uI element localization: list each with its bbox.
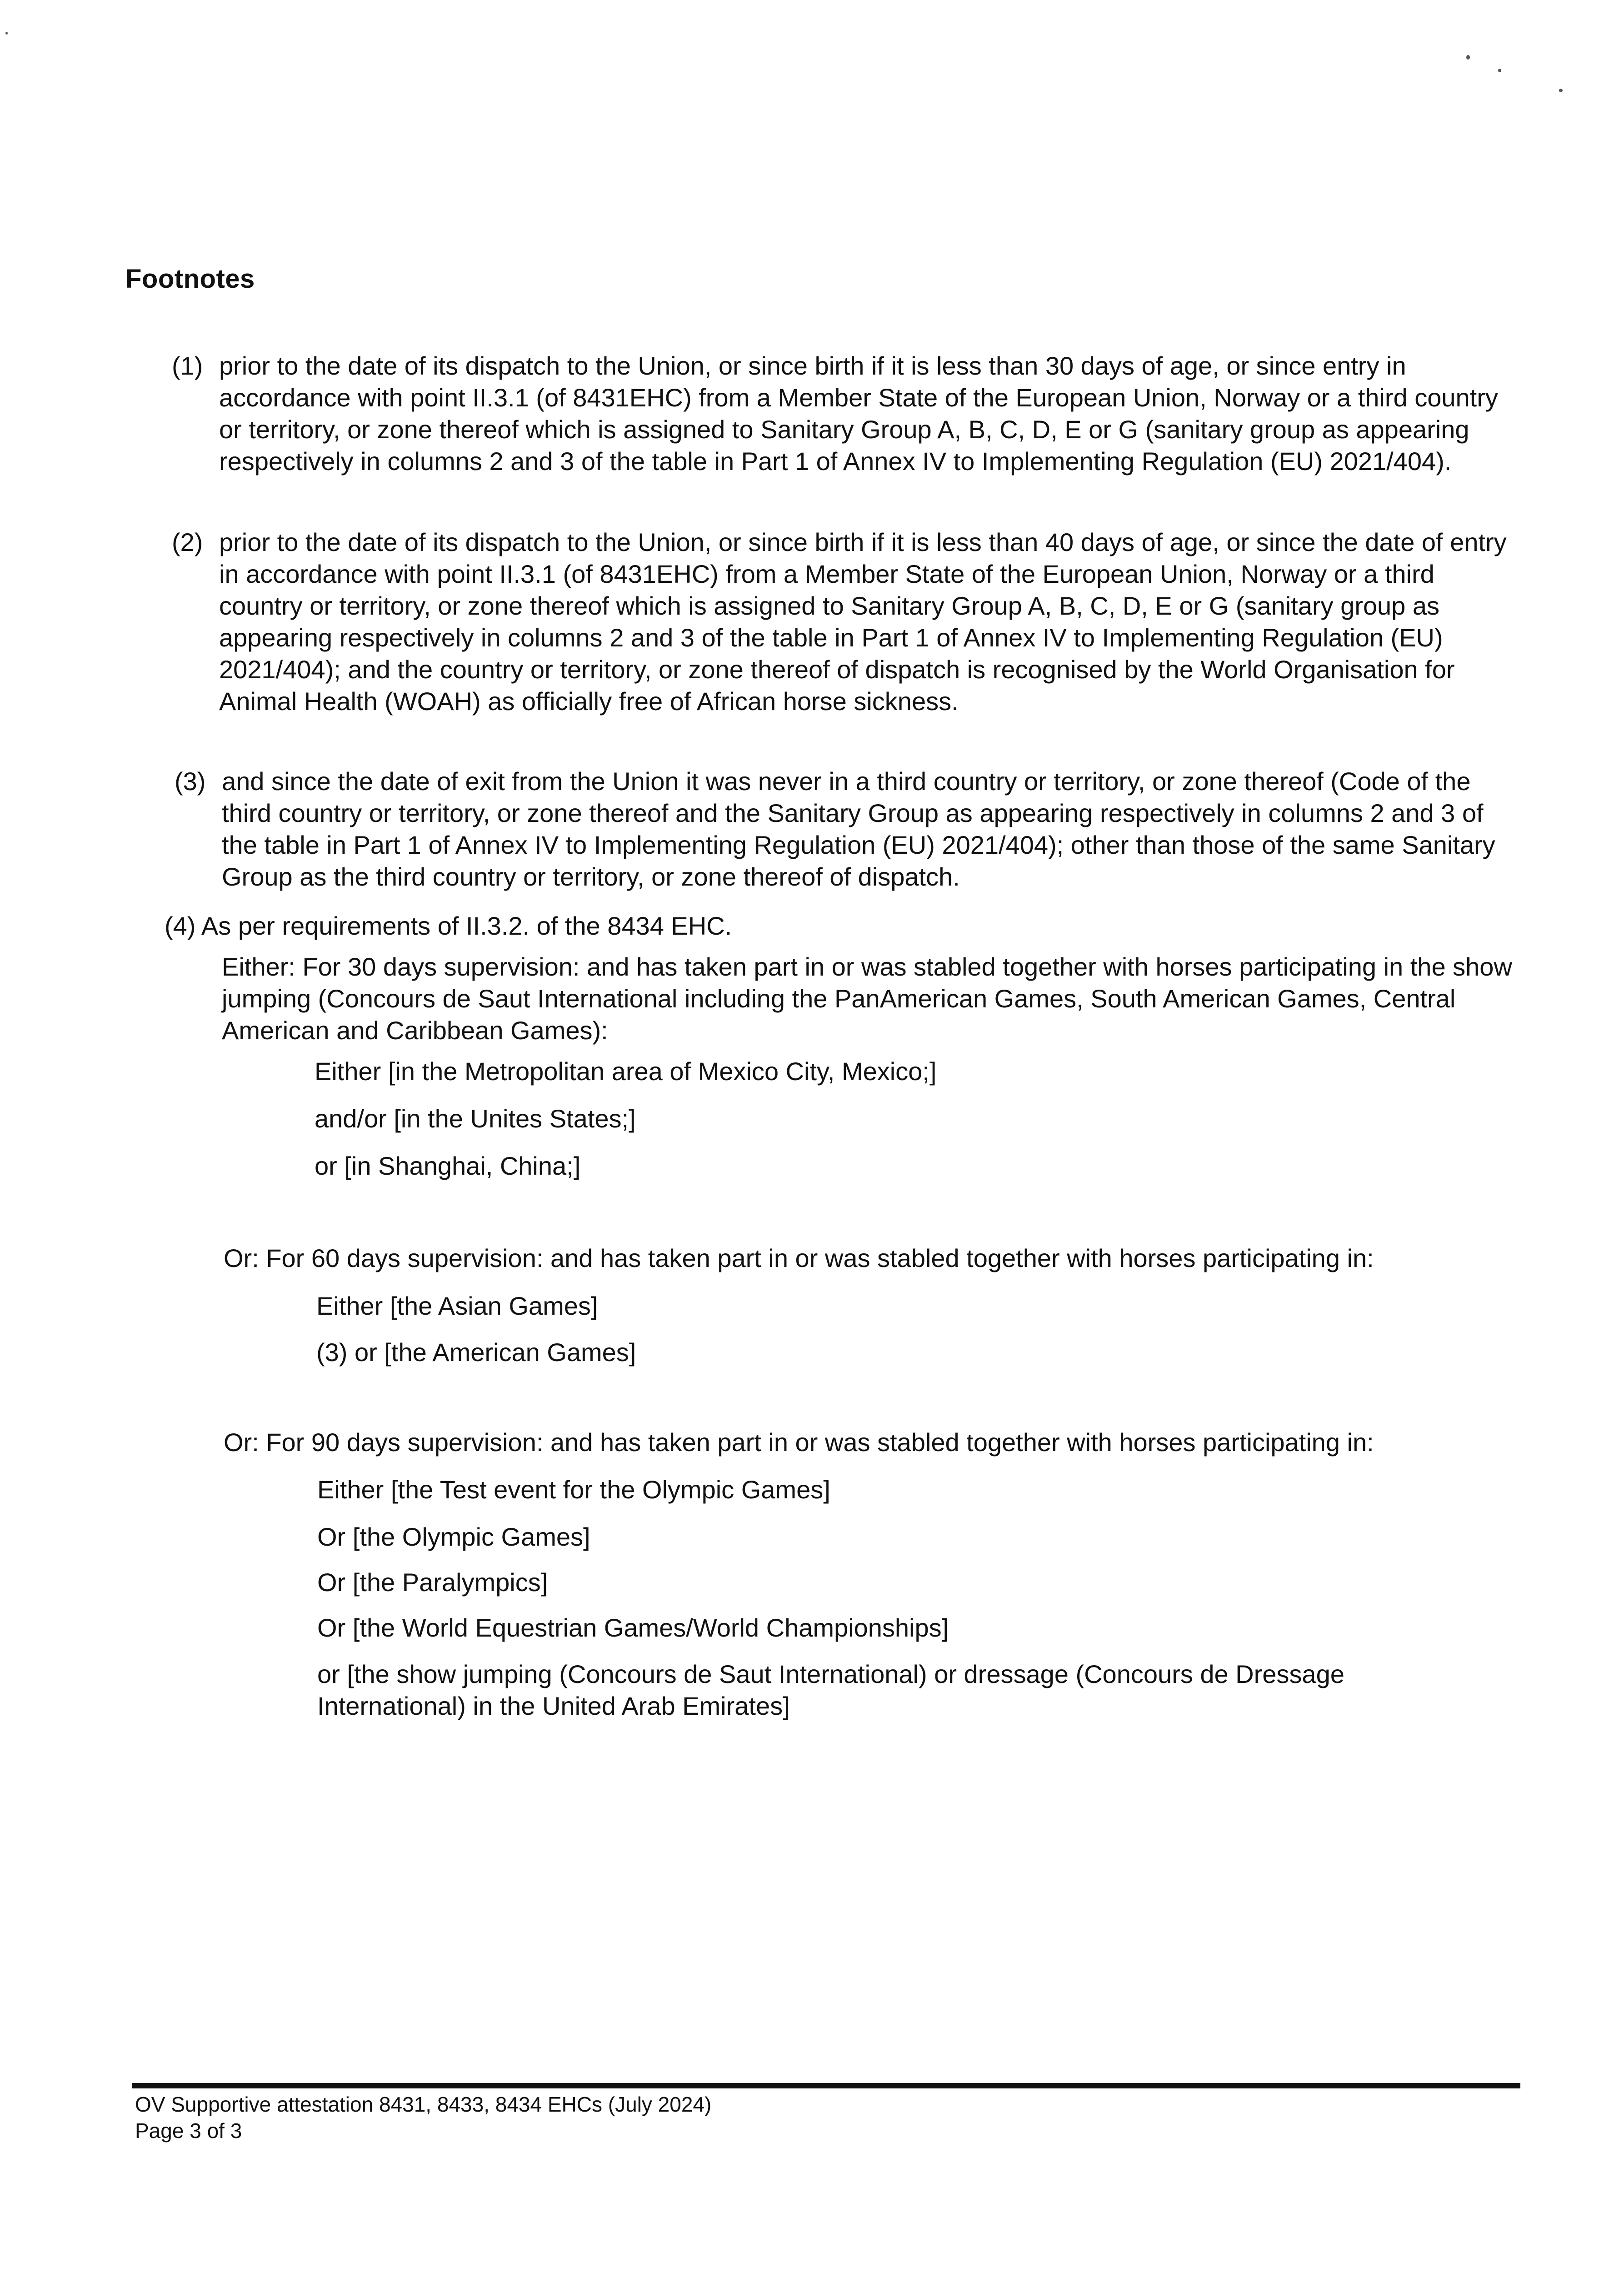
footnote-number: (3) (175, 767, 206, 796)
footnote-4-intro: (4) As per requirements of II.3.2. of the 8434 EHC. (165, 911, 732, 940)
footnote-number: (2) (172, 528, 203, 556)
footer-divider (132, 2083, 1520, 2088)
option-90-olympic-games: Or [the Olympic Games] (317, 1522, 590, 1551)
footnote-text: and since the date of exit from the Union it was never in a third country or territory, or zone thereof (Code of the third country or territory, or zone thereof and the Sanitary Group as appearing respectively in columns 2 and 3 of the table in Part 1 of Annex IV to Implementing Regulation (EU) 2021/404); other than those of the same Sanitary Group as the third country or territory, or zone thereof of dispatch. (222, 767, 1495, 891)
footnote-text: prior to the date of its dispatch to the Union, or since birth if it is less than 30 days of age, or since entry in accordance with point II.3.1 (of 8431EHC) from a Member State of the European Union, Norway or a third country or territory, or zone thereof which is assigned to Sanitary Group A, B, C, D, E or G (sanitary group as appearing respectively in columns 2 and 3 of the table in Part 1 of Annex IV to Implementing Regulation (EU) 2021/404). (219, 351, 1498, 476)
footnote-text: prior to the date of its dispatch to the Union, or since birth if it is less than 40 days of age, or since the date of entry in accordance with point II.3.1 (of 8431EHC) from a Member State of the European Union, Norway or a third country or territory, or zone thereof which is assigned to Sanitary Group A, B, C, D, E or G (sanitary group as appearing respectively in columns 2 and 3 of the table in Part 1 of Annex IV to Implementing Regulation (EU) 2021/404); and the country or territory, or zone thereof of dispatch is recognised by the World Organisation for Animal Health (WOAH) as officially free of African horse sickness. (219, 528, 1507, 716)
footnote-2 (172, 526, 1517, 717)
option-30-mexico: Either [in the Metropolitan area of Mexico City, Mexico;] (315, 1057, 937, 1086)
scan-speck (5, 32, 8, 35)
scan-speck (1466, 55, 1470, 60)
option-30-shanghai: or [in Shanghai, China;] (315, 1152, 581, 1180)
option-60-american-games: (3) or [the American Games] (316, 1338, 636, 1367)
option-60-asian-games: Either [the Asian Games] (316, 1292, 598, 1320)
option-90-uae: or [the show jumping (Concours de Saut International) or dressage (Concours de Dressage International) in the United Arab Emirates] (317, 1660, 1344, 1720)
option-90-paralympics: Or [the Paralympics] (317, 1568, 548, 1597)
footnote-number: (1) (172, 351, 203, 380)
footer-page-number: Page 3 of 3 (135, 2119, 242, 2143)
option-30-united-states: and/or [in the Unites States;] (315, 1104, 636, 1133)
or-60-days-paragraph: Or: For 60 days supervision: and has taken part in or was stabled together with horses participating in: (224, 1244, 1374, 1272)
option-90-test-event: Either [the Test event for the Olympic Games] (317, 1475, 830, 1504)
either-30-days-paragraph: Either: For 30 days supervision: and has taken part in or was stabled together with horses participating in the show jumping (Concours de Saut International including the PanAmerican Games, South American Games, Central American and Caribbean Games): (222, 952, 1512, 1045)
option-90-world-games: Or [the World Equestrian Games/World Championships] (317, 1613, 949, 1642)
footnotes-heading: Footnotes (125, 264, 255, 294)
footer-attestation: OV Supportive attestation 8431, 8433, 8434 EHCs (July 2024) (135, 2093, 712, 2116)
scan-speck (1559, 89, 1563, 92)
footnote-3 (175, 766, 1517, 893)
scan-speck (1498, 69, 1501, 72)
footnote-1 (172, 350, 1517, 477)
or-90-days-paragraph: Or: For 90 days supervision: and has taken part in or was stabled together with horses participating in: (224, 1428, 1374, 1457)
